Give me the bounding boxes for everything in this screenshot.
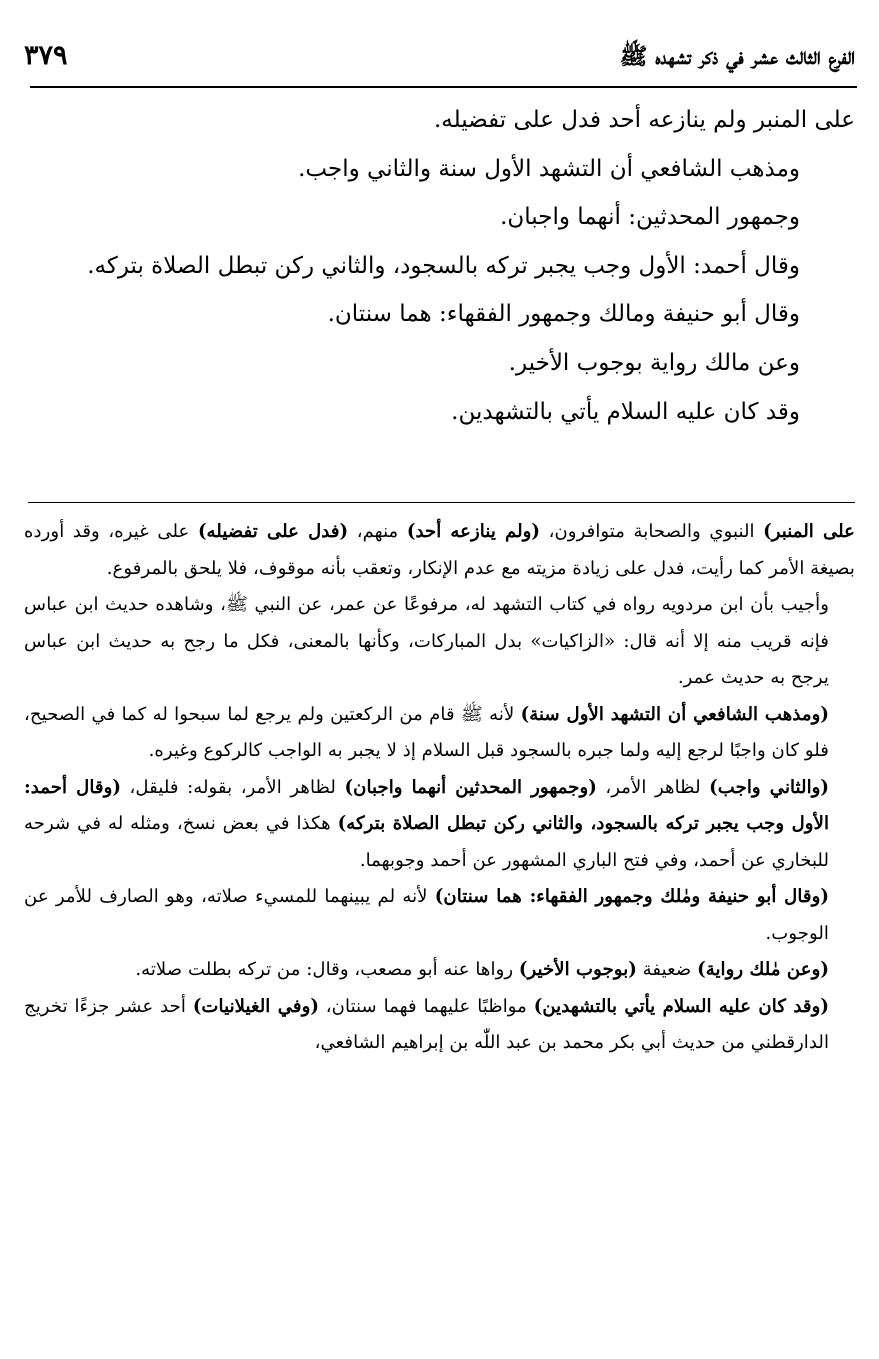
commentary-text: النبوي والصحابة متوافرون، bbox=[540, 521, 764, 542]
quoted-matn: (وجمهور المحدثين أنهما واجبان) bbox=[344, 776, 597, 798]
main-paragraph: ومذهب الشافعي أن التشهد الأول سنة والثاني واجب. bbox=[298, 155, 800, 182]
commentary-paragraph bbox=[24, 952, 855, 989]
main-paragraph: وعن مالك رواية بوجوب الأخير. bbox=[508, 349, 800, 376]
main-line: على المنبر ولم ينازعه أحد فدل على تفضيله. bbox=[433, 107, 855, 133]
commentary-separator bbox=[28, 502, 855, 503]
commentary-text: لأنه ﷺ قام من الركعتين ولم يرجع لما سبحوا له كما في الصحيح، فلو كان واجبًا لرجع إليه ولما جبره بالسجود قبل السلام إذ لا يجبر به الواجب كالركوع وغيره. bbox=[24, 703, 829, 761]
commentary-paragraph bbox=[24, 879, 855, 952]
header-rule bbox=[30, 86, 857, 88]
main-paragraph: وقال أبو حنيفة ومالك وجمهور الفقهاء: هما سنتان. bbox=[327, 301, 800, 328]
commentary-paragraph bbox=[24, 770, 855, 880]
commentary-text: مواظبًا عليهما فهما سنتان، bbox=[318, 995, 534, 1017]
quoted-matn: (وفي الغيلانيات) bbox=[192, 995, 319, 1017]
page-number: ٣٧٩ bbox=[24, 40, 68, 71]
quoted-matn: (وقال أبو حنيفة ومٰلك وجمهور الفقهاء: هما سنتان) bbox=[434, 886, 829, 907]
quoted-matn: (والثاني واجب) bbox=[709, 776, 830, 798]
commentary-text: لظاهر الأمر، بقوله: فليقل، bbox=[121, 776, 345, 798]
commentary-paragraph: وأجيب بأن ابن مردويه رواه في كتاب التشهد له، مرفوعًا عن عمر، عن النبي ﷺ، وشاهده حديث ابن عباس فإنه قريب منه إلا أنه قال: «الزاكيات» بدل المباركات، وكأنها بالمعنى، فكل ما رجح به حديث ابن عباس يرجح به حديث عمر. bbox=[24, 594, 829, 688]
commentary-text: رواها عنه أبو مصعب، وقال: من تركه بطلت صلاته. bbox=[135, 959, 519, 980]
quoted-matn: (وقد كان عليه السلام يأتي بالتشهدين) bbox=[533, 995, 829, 1017]
main-paragraph: وقال أحمد: الأول وجب يجبر تركه بالسجود، والثاني ركن تبطل الصلاة بتركه. bbox=[87, 252, 800, 279]
chapter-title: الفرع الثالث عشر في ذكر تشهده ﷺ bbox=[619, 43, 855, 70]
main-text bbox=[28, 96, 855, 490]
commentary-text: لظاهر الأمر، bbox=[596, 776, 710, 798]
commentary-text: أحد عشر جزءًا تخريج الدارقطني من حديث أبي بكر محمد بن عبد اللّٰه بن إبراهيم الشافعي، bbox=[24, 995, 829, 1053]
quoted-matn: (ولم ينازعه أحد) bbox=[406, 521, 541, 542]
commentary bbox=[24, 514, 855, 1304]
quoted-matn: (فدل على تفضيله) bbox=[197, 521, 349, 542]
quoted-matn: (وعن مٰلك رواية) bbox=[697, 959, 829, 980]
commentary-text: لأنه لم يبينهما للمسيء صلاته، وهو الصارف للأمر عن الوجوب. bbox=[24, 886, 829, 944]
main-paragraph: وجمهور المحدثين: أنهما واجبان. bbox=[500, 204, 800, 231]
commentary-text: على غيره، وقد أورده بصيغة الأمر كما رأيت، فدل على زيادة مزيته مع عدم الإنكار، وتعقب بأنه موقوف، فلا يلحق بالمرفوع. bbox=[24, 521, 855, 579]
quoted-matn: على المنبر) bbox=[763, 521, 855, 542]
main-paragraph: وقد كان عليه السلام يأتي بالتشهدين. bbox=[451, 398, 800, 425]
quoted-matn: (وقال أحمد: الأول وجب يجبر تركه بالسجود، والثاني ركن تبطل الصلاة بتركه) bbox=[24, 776, 829, 834]
commentary-paragraph bbox=[24, 989, 855, 1062]
commentary-paragraph bbox=[24, 697, 855, 770]
running-header bbox=[24, 40, 855, 80]
commentary-text: ضعيفة bbox=[636, 959, 698, 980]
commentary-text: منهم، bbox=[348, 521, 407, 542]
quoted-matn: (بوجوب الأخير) bbox=[518, 959, 637, 980]
commentary-paragraph bbox=[24, 514, 855, 587]
commentary-text: هكذا في بعض نسخ، ومثله له في شرحه للبخاري عن أحمد، وفي فتح الباري المشهور عن أحمد وجوبهما. bbox=[24, 813, 829, 871]
quoted-matn: (ومذهب الشافعي أن التشهد الأول سنة) bbox=[520, 703, 829, 725]
